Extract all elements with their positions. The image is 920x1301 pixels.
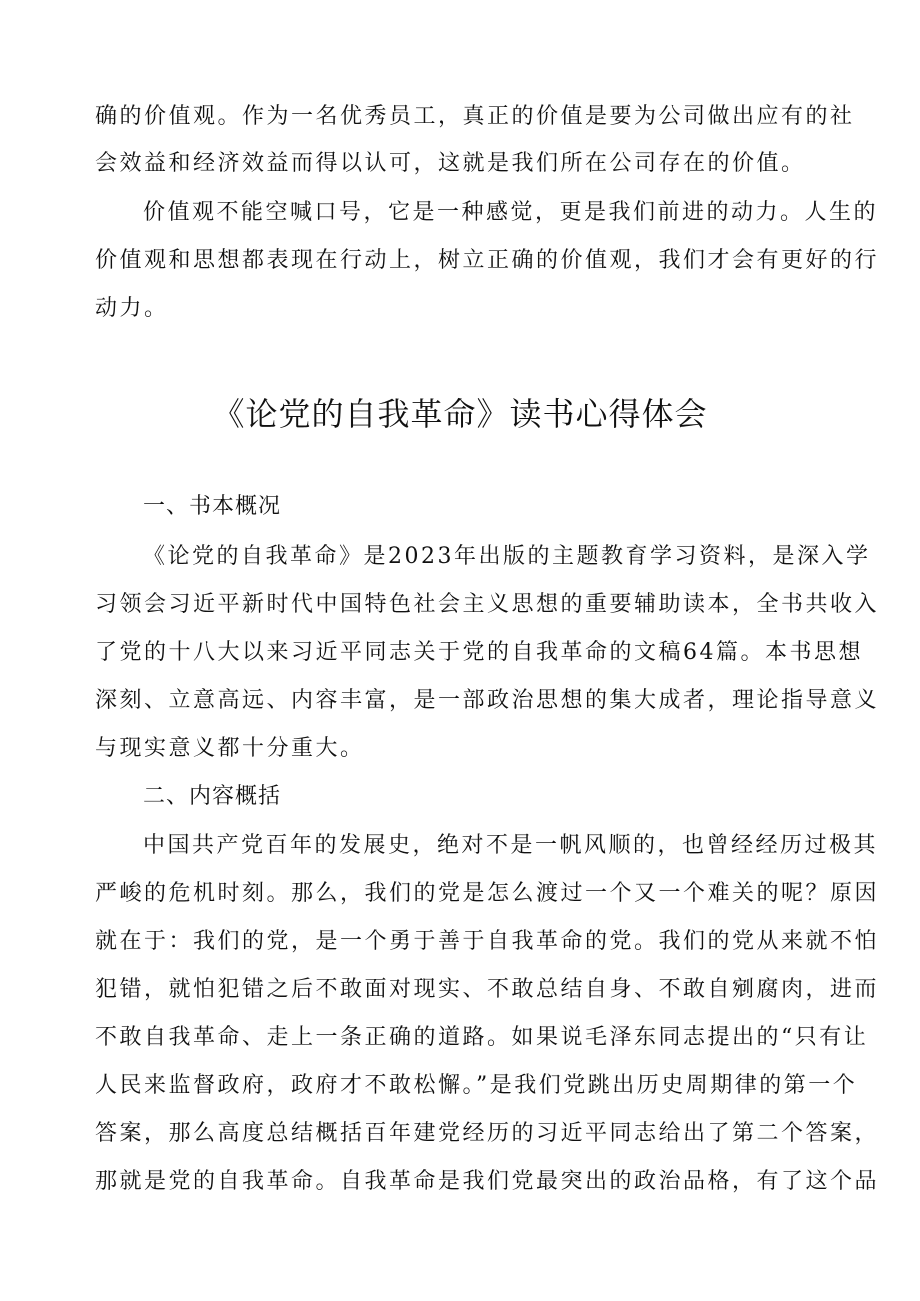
- paragraph-line: 动力。: [95, 296, 169, 321]
- section1-line: 习领会习近平新时代中国特色社会主义思想的重要辅助读本，全书共收入: [95, 592, 880, 617]
- section2-line: 严峻的危机时刻。那么，我们的党是怎么渡过一个又一个难关的呢？原因: [95, 881, 880, 906]
- section1-line: 《论党的自我革命》是2023年出版的主题教育学习资料，是深入学: [143, 544, 871, 569]
- section1-line: 了党的十八大以来习近平同志关于党的自我革命的文稿64篇。本书思想: [95, 640, 863, 665]
- paragraph-line: 价值观不能空喊口号，它是一种感觉，更是我们前进的动力。人生的: [143, 200, 879, 225]
- section2-line: 中国共产党百年的发展史，绝对不是一帆风顺的，也曾经经历过极其: [143, 833, 879, 858]
- section1-line: 深刻、立意高远、内容丰富，是一部政治思想的集大成者，理论指导意义: [95, 688, 880, 713]
- section-heading-summary: 二、内容概括: [143, 784, 282, 809]
- section1-line: 与现实意义都十分重大。: [95, 736, 365, 761]
- section2-line: 人民来监督政府，政府才不敢松懈。”是我们党跳出历史周期律的第一个: [95, 1073, 858, 1098]
- section2-line: 不敢自我革命、走上一条正确的道路。如果说毛泽东同志提出的“只有让: [95, 1025, 869, 1050]
- document-title: 《论党的自我革命》读书心得体会: [212, 395, 708, 433]
- section-heading-overview: 一、书本概况: [143, 494, 282, 519]
- section2-line: 答案，那么高度总结概括百年建党经历的习近平同志给出了第二个答案，: [95, 1121, 880, 1146]
- continuation-line: 会效益和经济效益而得以认可，这就是我们所在公司存在的价值。: [95, 151, 806, 176]
- section2-line: 就在于：我们的党，是一个勇于善于自我革命的党。我们的党从来就不怕: [95, 929, 880, 954]
- continuation-line: 确的价值观。作为一名优秀员工，真正的价值是要为公司做出应有的社: [95, 104, 855, 129]
- section2-line: 犯错，就怕犯错之后不敢面对现实、不敢总结自身、不敢自剜腐肉，进而: [95, 977, 880, 1002]
- paragraph-line: 价值观和思想都表现在行动上，树立正确的价值观，我们才会有更好的行: [95, 248, 880, 273]
- section2-line: 那就是党的自我革命。自我革命是我们党最突出的政治品格，有了这个品: [95, 1169, 880, 1194]
